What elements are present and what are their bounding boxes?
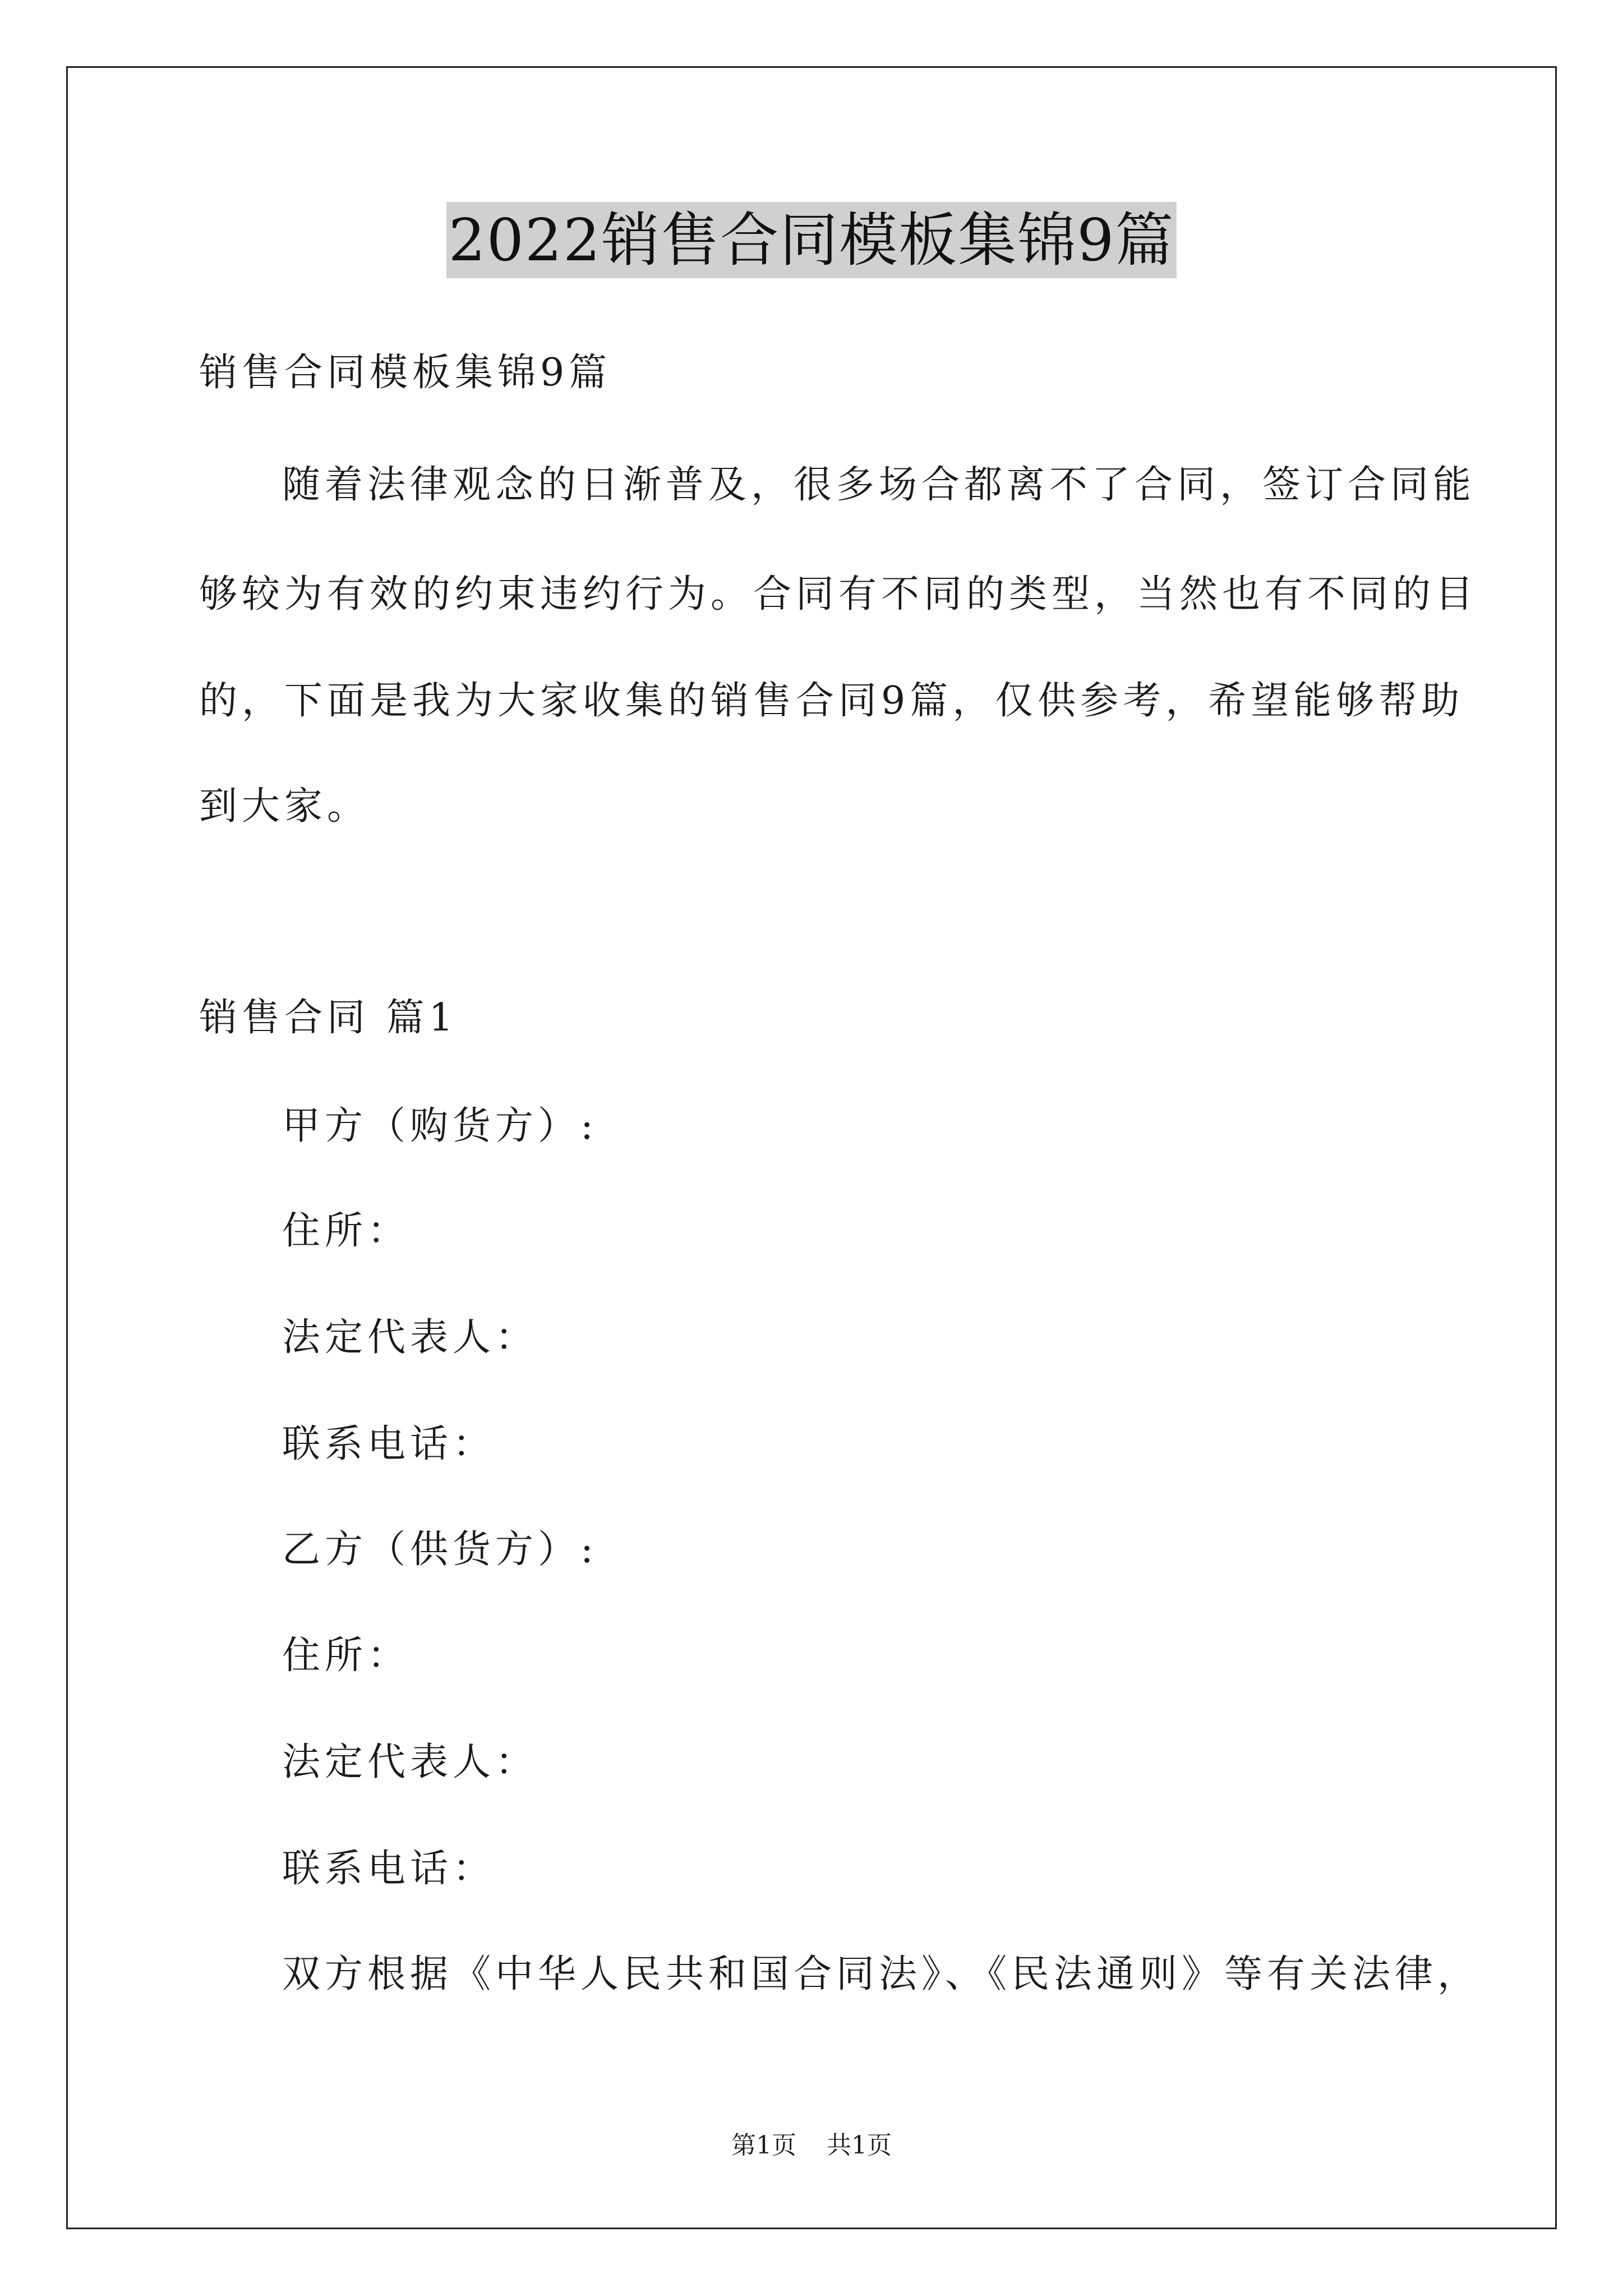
document-subtitle: 销售合同模板集锦9篇 [199,351,612,395]
page-number: 第1页 [731,2131,796,2160]
intro-line-3: 的，下面是我为大家收集的销售合同9篇，仅供参考，希望能够帮助 [199,679,1464,723]
field-party-a-phone: 联系电话： [282,1422,496,1466]
document-title-text: 2022销售合同模板集锦9篇 [446,202,1177,278]
field-party-b-phone: 联系电话： [282,1847,496,1891]
field-party-b-representative: 法定代表人： [282,1740,538,1784]
field-party-b-address: 住所： [282,1634,411,1678]
field-party-a-representative: 法定代表人： [282,1315,538,1360]
page-total: 共1页 [827,2131,892,2160]
intro-line-4: 到大家。 [199,784,370,829]
section-heading: 销售合同 篇1 [199,996,458,1040]
intro-line-1: 随着法律观念的日渐普及，很多场合都离不了合同，签订合同能 [282,463,1476,507]
page-footer [0,2129,1623,2162]
closing-line: 双方根据《中华人民共和国合同法》、《民法通则》等有关法律， [282,1952,1481,1996]
intro-line-2: 够较为有效的约束违约行为。合同有不同的类型，当然也有不同的目 [199,572,1478,616]
field-party-a-address: 住所： [282,1209,411,1253]
field-party-b: 乙方（供货方）: [282,1527,598,1572]
field-party-a: 甲方（购货方）: [282,1104,598,1148]
document-title [0,202,1623,278]
